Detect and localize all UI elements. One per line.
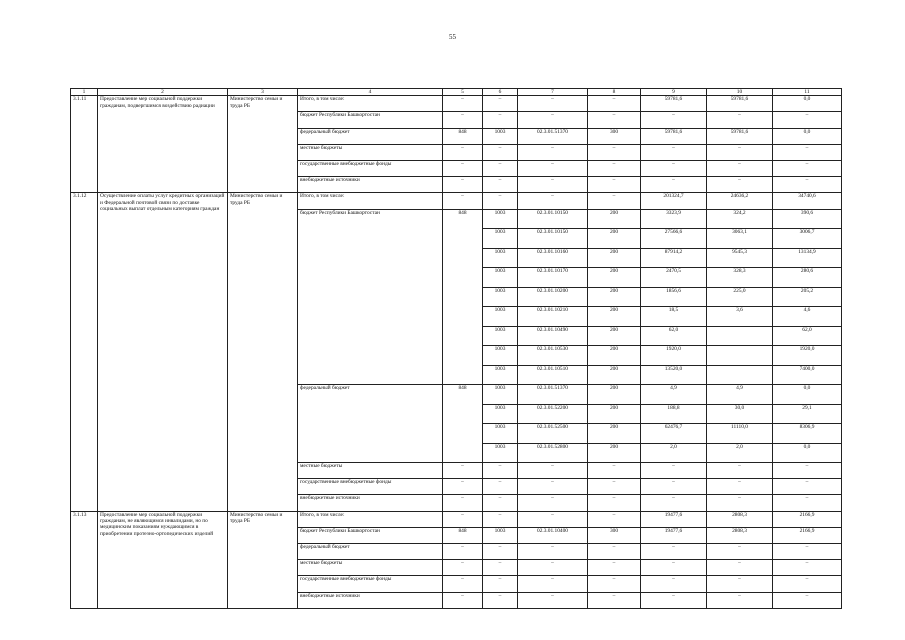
value-cell: 205,2 [773,287,842,307]
value-cell: 1003 [483,268,518,288]
source-label: Итого, в том числе: [298,511,443,527]
value-cell: 3323,9 [641,209,707,229]
value-cell: 848 [443,385,483,463]
source-label: бюджет Республики Башкортостан [298,527,443,543]
column-number: 6 [483,89,518,96]
value-cell: 02.3.01.10490 [518,326,588,346]
value-cell: 0,0 [773,385,842,405]
value-cell: 1003 [483,248,518,268]
section-code: 3.1.13 [71,511,98,608]
value-cell: 02.3.01.51370 [518,128,588,144]
value-cell: 34740,6 [773,193,842,209]
value-cell: – [641,479,707,495]
value-cell: 300 [588,527,641,543]
value-cell: 2808,3 [707,511,773,527]
value-cell: – [641,177,707,193]
value-cell: 0,0 [773,443,842,463]
value-cell: 188,8 [641,404,707,424]
value-cell: – [443,463,483,479]
value-cell: – [518,463,588,479]
value-cell: 4,9 [641,385,707,405]
section-title: Предоставление мер социальной поддержки гражданам, не являющимся инвалидами, но по медицинским показаниям нуждающимся в приобретении протезно-ортопедических изделий [98,511,228,608]
value-cell: 1003 [483,527,518,543]
value-cell: – [707,161,773,177]
value-cell: 848 [443,527,483,543]
value-cell: – [641,576,707,592]
budget-table [70,88,842,609]
source-label: местные бюджеты [298,463,443,479]
value-cell: 18,5 [641,307,707,327]
value-cell: 02.3.01.52200 [518,404,588,424]
value-cell: – [518,177,588,193]
value-cell: – [483,463,518,479]
value-cell: – [588,112,641,128]
value-cell: 02.3.01.10200 [518,287,588,307]
value-cell: – [641,161,707,177]
table-row [71,96,842,112]
value-cell: – [443,479,483,495]
value-cell: 1003 [483,404,518,424]
value-cell: 1856,6 [641,287,707,307]
value-cell: 02.3.01.52500 [518,424,588,444]
table-row [71,511,842,527]
value-cell: – [518,592,588,608]
value-cell: – [773,161,842,177]
source-label: государственные внебюджетные фонды [298,479,443,495]
value-cell: 2166,9 [773,511,842,527]
column-number: 1 [71,89,98,96]
value-cell: – [483,560,518,576]
value-cell: 87914,2 [641,248,707,268]
value-cell: – [443,544,483,560]
value-cell: 2,0 [641,443,707,463]
value-cell: – [773,544,842,560]
value-cell: 280,6 [773,268,842,288]
value-cell: 1003 [483,365,518,385]
value-cell: 200 [588,346,641,366]
value-cell: – [518,193,588,209]
value-cell: 1920,0 [773,346,842,366]
value-cell: – [518,479,588,495]
value-cell: 848 [443,209,483,385]
value-cell: – [483,144,518,160]
value-cell: 1003 [483,443,518,463]
value-cell: – [588,560,641,576]
value-cell: 59781,6 [707,128,773,144]
source-label: федеральный бюджет [298,128,443,144]
source-label: государственные внебюджетные фонды [298,576,443,592]
value-cell: 24636,2 [707,193,773,209]
value-cell: 1003 [483,307,518,327]
header-row [71,89,842,96]
value-cell: 59781,6 [641,96,707,112]
value-cell: – [443,144,483,160]
value-cell: – [641,112,707,128]
source-label: бюджет Республики Башкортостан [298,209,443,385]
value-cell: – [588,161,641,177]
value-cell: 59781,6 [641,128,707,144]
value-cell: 62,0 [641,326,707,346]
value-cell: – [773,463,842,479]
value-cell: – [707,576,773,592]
column-number: 3 [228,89,298,96]
value-cell: – [443,161,483,177]
value-cell: 02.3.01.10150 [518,229,588,249]
column-number: 9 [641,89,707,96]
value-cell: 8306,9 [773,424,842,444]
value-cell: – [773,112,842,128]
value-cell: 62476,7 [641,424,707,444]
value-cell: – [518,511,588,527]
value-cell: 200 [588,307,641,327]
value-cell: – [773,576,842,592]
value-cell: 200 [588,229,641,249]
value-cell: – [641,463,707,479]
value-cell: 02.3.01.10150 [518,209,588,229]
value-cell: 1003 [483,128,518,144]
value-cell: – [518,144,588,160]
value-cell: – [707,544,773,560]
value-cell: 11110,0 [707,424,773,444]
value-cell: 02.3.01.10530 [518,346,588,366]
value-cell: – [443,112,483,128]
value-cell: – [588,177,641,193]
value-cell: 200 [588,326,641,346]
value-cell: – [483,511,518,527]
value-cell: 3,6 [707,307,773,327]
value-cell: 2808,3 [707,527,773,543]
value-cell: – [443,177,483,193]
value-cell: – [588,193,641,209]
value-cell: 1003 [483,424,518,444]
value-cell: – [707,560,773,576]
column-number: 11 [773,89,842,96]
value-cell: – [773,592,842,608]
table-row [71,193,842,209]
value-cell: 02.3.01.51370 [518,385,588,405]
value-cell: 200 [588,287,641,307]
section-ministry: Министерство семьи и труда РБ [228,96,298,193]
value-cell: 1003 [483,229,518,249]
value-cell: 1920,0 [641,346,707,366]
value-cell: 02.3.01.10210 [518,307,588,327]
value-cell: – [641,544,707,560]
value-cell: 02.3.01.52800 [518,443,588,463]
value-cell [707,326,773,346]
source-label: местные бюджеты [298,560,443,576]
value-cell: 9545,3 [707,248,773,268]
value-cell: 328,3 [707,268,773,288]
value-cell: – [518,161,588,177]
value-cell: 200 [588,404,641,424]
value-cell: – [588,463,641,479]
value-cell: – [588,576,641,592]
column-number: 5 [443,89,483,96]
source-label: внебюджетные источники [298,177,443,193]
value-cell: 390,6 [773,209,842,229]
value-cell: – [483,479,518,495]
value-cell: – [707,112,773,128]
value-cell: 300 [588,128,641,144]
value-cell: – [588,544,641,560]
source-label: местные бюджеты [298,144,443,160]
value-cell: 4,9 [707,385,773,405]
page-number: 55 [449,33,456,41]
value-cell: – [443,592,483,608]
value-cell: – [707,177,773,193]
section-code: 3.1.12 [71,193,98,511]
value-cell: – [641,144,707,160]
value-cell: 30,0 [707,404,773,424]
value-cell: 27566,6 [641,229,707,249]
value-cell: 200 [588,443,641,463]
value-cell: – [588,495,641,511]
value-cell: 13520,0 [641,365,707,385]
value-cell: – [518,560,588,576]
value-cell: – [518,544,588,560]
source-label: Итого, в том числе: [298,193,443,209]
value-cell: 2,0 [707,443,773,463]
value-cell: 19477,6 [641,527,707,543]
value-cell: – [443,193,483,209]
value-cell: 200 [588,248,641,268]
source-label: федеральный бюджет [298,544,443,560]
value-cell: 848 [443,128,483,144]
value-cell [707,365,773,385]
source-label: бюджет Республики Башкортостан [298,112,443,128]
value-cell: 200 [588,209,641,229]
value-cell: – [443,576,483,592]
value-cell: 3063,1 [707,229,773,249]
source-label: государственные внебюджетные фонды [298,161,443,177]
value-cell: 2166,9 [773,527,842,543]
value-cell: 3006,7 [773,229,842,249]
column-number: 10 [707,89,773,96]
value-cell: 200 [588,385,641,405]
value-cell: – [773,495,842,511]
section-title: Предоставление мер социальной поддержки гражданам, подвергшимся воздействию радиации [98,96,228,193]
value-cell: 0,0 [773,128,842,144]
value-cell: – [588,511,641,527]
value-cell: – [773,560,842,576]
value-cell: – [773,177,842,193]
value-cell: – [483,112,518,128]
value-cell: 62,0 [773,326,842,346]
column-number: 2 [98,89,228,96]
table-body [71,89,842,609]
value-cell: 1003 [483,385,518,405]
source-label: внебюджетные источники [298,592,443,608]
value-cell: – [443,560,483,576]
value-cell: 02.3.01.10160 [518,248,588,268]
value-cell: – [641,495,707,511]
value-cell: 02.3.01.10400 [518,527,588,543]
value-cell: – [707,463,773,479]
source-label: Итого, в том числе: [298,96,443,112]
value-cell: – [641,560,707,576]
column-number: 4 [298,89,443,96]
value-cell: 13134,9 [773,248,842,268]
value-cell: 1003 [483,287,518,307]
value-cell: 201324,7 [641,193,707,209]
value-cell: 324,2 [707,209,773,229]
value-cell: – [588,144,641,160]
value-cell: – [483,592,518,608]
value-cell: – [518,576,588,592]
value-cell: 7400,0 [773,365,842,385]
value-cell: – [588,96,641,112]
value-cell: – [518,96,588,112]
value-cell: – [483,96,518,112]
value-cell: 200 [588,424,641,444]
value-cell: – [483,193,518,209]
value-cell [707,346,773,366]
value-cell: 4,6 [773,307,842,327]
value-cell: 0,0 [773,96,842,112]
value-cell: – [707,144,773,160]
value-cell: 02.3.01.10510 [518,365,588,385]
value-cell: – [518,495,588,511]
value-cell: – [707,495,773,511]
section-ministry: Министерство семьи и труда РБ [228,193,298,511]
value-cell: 02.3.01.10170 [518,268,588,288]
value-cell: 1003 [483,326,518,346]
section-title: Осуществление оплаты услуг кредитных организаций и Федеральной почтовой связи по доставке социальных выплат отдельным категориям граждан [98,193,228,511]
value-cell: – [588,479,641,495]
value-cell: – [707,479,773,495]
value-cell: – [443,495,483,511]
value-cell: 29,1 [773,404,842,424]
value-cell: – [773,144,842,160]
value-cell: 19477,6 [641,511,707,527]
column-number: 8 [588,89,641,96]
value-cell: – [773,479,842,495]
value-cell: – [483,161,518,177]
column-number: 7 [518,89,588,96]
value-cell: – [483,576,518,592]
value-cell: 200 [588,268,641,288]
section-ministry: Министерство семьи и труда РБ [228,511,298,608]
value-cell: 200 [588,365,641,385]
value-cell: – [588,592,641,608]
value-cell: – [707,592,773,608]
value-cell: 59781,6 [707,96,773,112]
value-cell: 2470,5 [641,268,707,288]
value-cell: 1003 [483,209,518,229]
value-cell: – [483,495,518,511]
value-cell: – [483,177,518,193]
source-label: федеральный бюджет [298,385,443,463]
value-cell: – [518,112,588,128]
value-cell: – [483,544,518,560]
value-cell: – [641,592,707,608]
source-label: внебюджетные источники [298,495,443,511]
value-cell: 1003 [483,346,518,366]
value-cell: – [443,96,483,112]
value-cell: 225,0 [707,287,773,307]
value-cell: – [443,511,483,527]
section-code: 3.1.11 [71,96,98,193]
